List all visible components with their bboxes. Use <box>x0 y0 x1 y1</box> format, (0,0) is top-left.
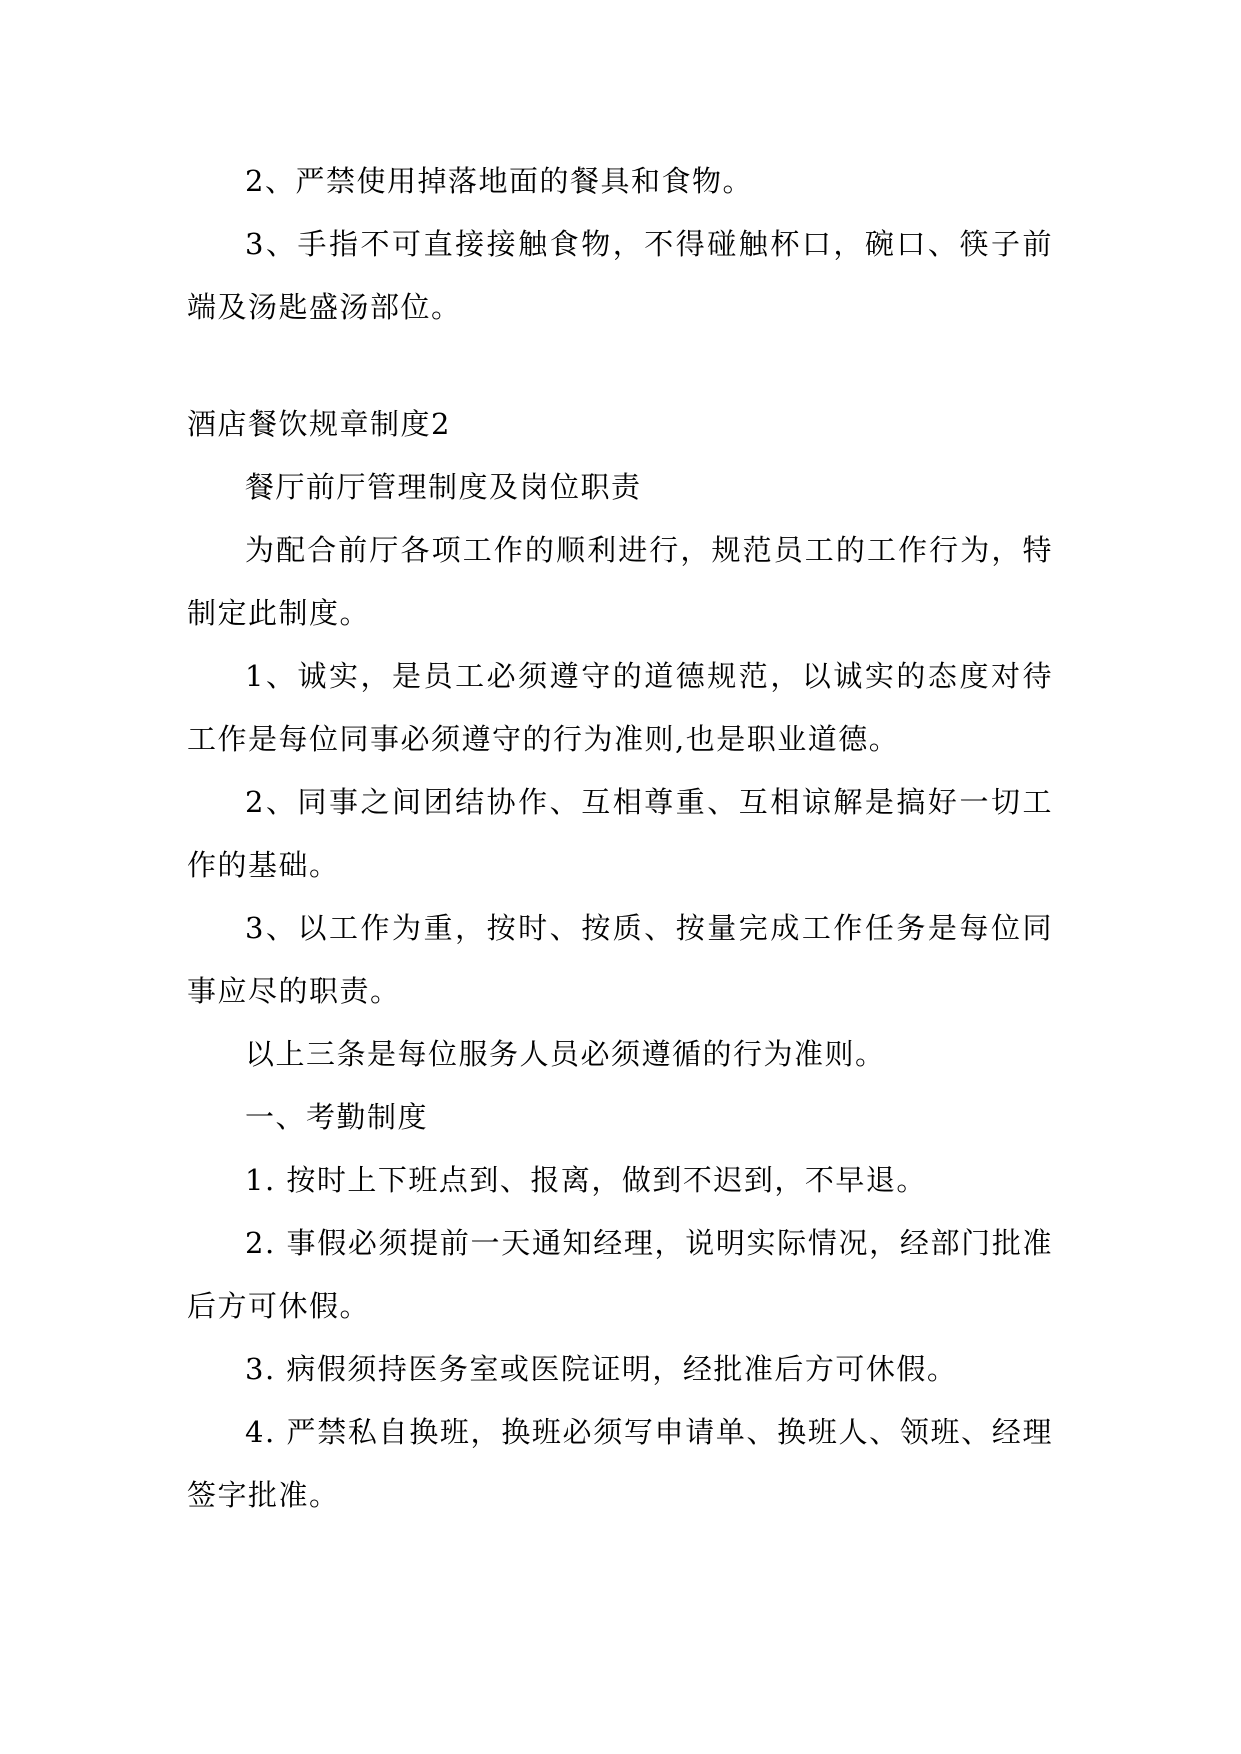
document-body <box>187 150 1053 1527</box>
list-item: 1. 按时上下班点到、报离，做到不迟到，不早退。 <box>245 1163 927 1197</box>
subheading: 餐厅前厅管理制度及岗位职责 <box>245 470 642 504</box>
paragraph: 1、诚实，是员工必须遵守的道德规范，以诚实的态度对待工作是每位同事必须遵守的行为准则,也是职业道德。 <box>187 659 1053 756</box>
paragraph: 2、同事之间团结协作、互相尊重、互相谅解是搞好一切工作的基础。 <box>187 785 1053 882</box>
paragraph: 3、手指不可直接接触食物，不得碰触杯口，碗口、筷子前端及汤匙盛汤部位。 <box>187 227 1053 324</box>
list-item: 4. 严禁私自换班，换班必须写申请单、换班人、领班、经理签字批准。 <box>187 1415 1053 1512</box>
section-gap <box>187 339 1053 393</box>
subheading: 一、考勤制度 <box>245 1100 429 1134</box>
list-item: 2. 事假必须提前一天通知经理，说明实际情况，经部门批准后方可休假。 <box>187 1226 1053 1323</box>
paragraph: 2、严禁使用掉落地面的餐具和食物。 <box>245 164 753 198</box>
paragraph: 以上三条是每位服务人员必须遵循的行为准则。 <box>245 1037 886 1071</box>
paragraph: 3、以工作为重，按时、按质、按量完成工作任务是每位同事应尽的职责。 <box>187 911 1053 1008</box>
section-heading: 酒店餐饮规章制度2 <box>187 407 451 441</box>
paragraph: 为配合前厅各项工作的顺利进行，规范员工的工作行为，特制定此制度。 <box>187 533 1053 630</box>
list-item: 3. 病假须持医务室或医院证明，经批准后方可休假。 <box>245 1352 958 1386</box>
